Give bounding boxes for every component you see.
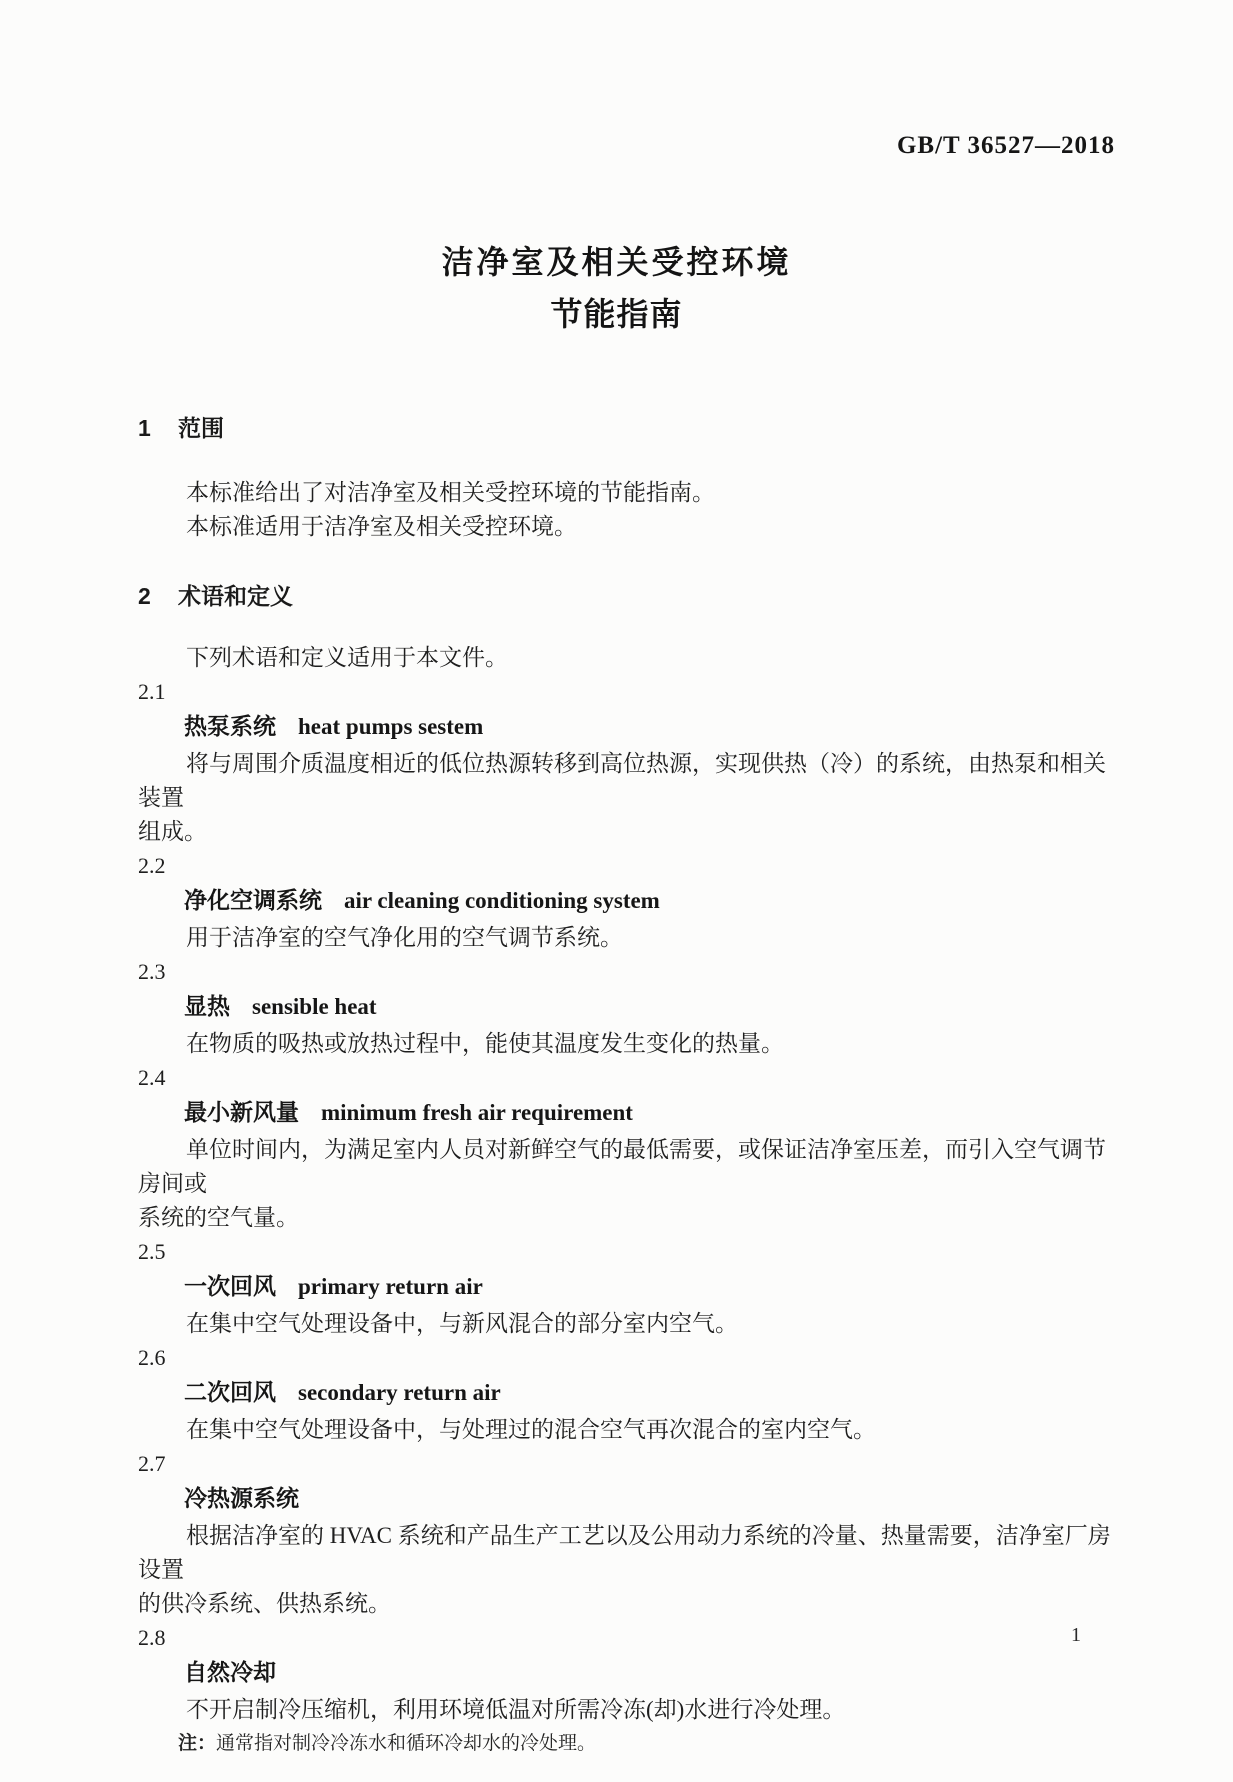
term-number: 2.4 bbox=[138, 1065, 166, 1090]
definition-line: 将与周围介质温度相近的低位热源转移到高位热源，实现供热（冷）的系统，由热泵和相关装置 bbox=[138, 751, 1106, 810]
term-name-zh: 冷热源系统 bbox=[184, 1485, 299, 1511]
section-1-number: 1 bbox=[138, 415, 151, 441]
definition-line: 不开启制冷压缩机，利用环境低温对所需冷冻(却)水进行冷处理。 bbox=[186, 1697, 846, 1722]
term-heading bbox=[138, 1375, 1115, 1413]
term-heading bbox=[138, 1269, 1115, 1307]
term-name-zh: 一次回风 bbox=[184, 1273, 276, 1299]
term-heading bbox=[138, 883, 1115, 921]
term-name-en: heat pumps sestem bbox=[298, 714, 484, 739]
scope-paragraph-2: 本标准适用于洁净室及相关受控环境。 bbox=[186, 514, 577, 539]
definition-line: 系统的空气量。 bbox=[138, 1205, 299, 1230]
section-2-heading bbox=[138, 579, 1115, 613]
page-number: 1 bbox=[1071, 1624, 1081, 1646]
section-1-heading bbox=[138, 411, 1115, 445]
term-item bbox=[138, 1235, 1115, 1341]
term-name-zh: 显热 bbox=[184, 993, 230, 1019]
term-number: 2.5 bbox=[138, 1239, 166, 1264]
section-2-title: 术语和定义 bbox=[178, 583, 293, 609]
terms-list bbox=[138, 675, 1115, 1761]
term-name-zh: 最小新风量 bbox=[184, 1099, 299, 1125]
term-number: 2.2 bbox=[138, 853, 166, 878]
definition-line: 在物质的吸热或放热过程中，能使其温度发生变化的热量。 bbox=[186, 1031, 784, 1056]
definition-line: 在集中空气处理设备中，与处理过的混合空气再次混合的室内空气。 bbox=[186, 1417, 876, 1442]
term-name-en: sensible heat bbox=[252, 994, 377, 1019]
term-name-zh: 二次回风 bbox=[184, 1379, 276, 1405]
definition-line: 单位时间内，为满足室内人员对新鲜空气的最低需要，或保证洁净室压差，而引入空气调节房间或 bbox=[138, 1137, 1106, 1196]
definition-line: 用于洁净室的空气净化用的空气调节系统。 bbox=[186, 925, 623, 950]
document-title-line2: 节能指南 bbox=[550, 296, 683, 332]
term-item bbox=[138, 1341, 1115, 1447]
document-title bbox=[0, 0, 1233, 340]
term-name-zh: 净化空调系统 bbox=[184, 887, 322, 913]
definition-line: 组成。 bbox=[138, 819, 207, 844]
scope-paragraph-1: 本标准给出了对洁净室及相关受控环境的节能指南。 bbox=[186, 480, 715, 505]
section-2-number: 2 bbox=[138, 583, 151, 609]
term-name-en: secondary return air bbox=[298, 1380, 501, 1405]
term-item bbox=[138, 1447, 1115, 1621]
term-number: 2.7 bbox=[138, 1451, 166, 1476]
term-name-zh: 热泵系统 bbox=[184, 713, 276, 739]
term-item bbox=[138, 1061, 1115, 1235]
section-2-intro: 下列术语和定义适用于本文件。 bbox=[186, 645, 508, 670]
term-heading bbox=[138, 1655, 1115, 1693]
term-note bbox=[138, 1727, 1115, 1761]
term-item bbox=[138, 849, 1115, 955]
definition-line: 在集中空气处理设备中，与新风混合的部分室内空气。 bbox=[186, 1311, 738, 1336]
term-heading bbox=[138, 1481, 1115, 1519]
term-number: 2.8 bbox=[138, 1625, 166, 1650]
document-title-line1: 洁净室及相关受控环境 bbox=[441, 244, 792, 280]
term-item bbox=[138, 675, 1115, 849]
document-body bbox=[0, 411, 1233, 1761]
note-text: 通常指对制冷冷冻水和循环冷却水的冷处理。 bbox=[216, 1733, 597, 1754]
section-1-title: 范围 bbox=[178, 415, 224, 441]
note-label: 注： bbox=[178, 1733, 217, 1754]
term-name-en: minimum fresh air requirement bbox=[321, 1100, 633, 1125]
term-name-zh: 自然冷却 bbox=[184, 1659, 276, 1685]
term-number: 2.6 bbox=[138, 1345, 166, 1370]
term-number: 2.1 bbox=[138, 679, 166, 704]
definition-line: 的供冷系统、供热系统。 bbox=[138, 1591, 391, 1616]
term-heading bbox=[138, 1095, 1115, 1133]
term-item bbox=[138, 1621, 1115, 1761]
term-name-en: air cleaning conditioning system bbox=[344, 888, 660, 913]
term-heading bbox=[138, 709, 1115, 747]
standard-number: GB/T 36527—2018 bbox=[896, 132, 1115, 159]
term-name-en: primary return air bbox=[298, 1274, 483, 1299]
term-heading bbox=[138, 989, 1115, 1027]
definition-line: 根据洁净室的 HVAC 系统和产品生产工艺以及公用动力系统的冷量、热量需要，洁净室厂房设置 bbox=[138, 1523, 1111, 1582]
term-item bbox=[138, 955, 1115, 1061]
term-number: 2.3 bbox=[138, 959, 166, 984]
section-1-paragraphs bbox=[138, 476, 1115, 544]
